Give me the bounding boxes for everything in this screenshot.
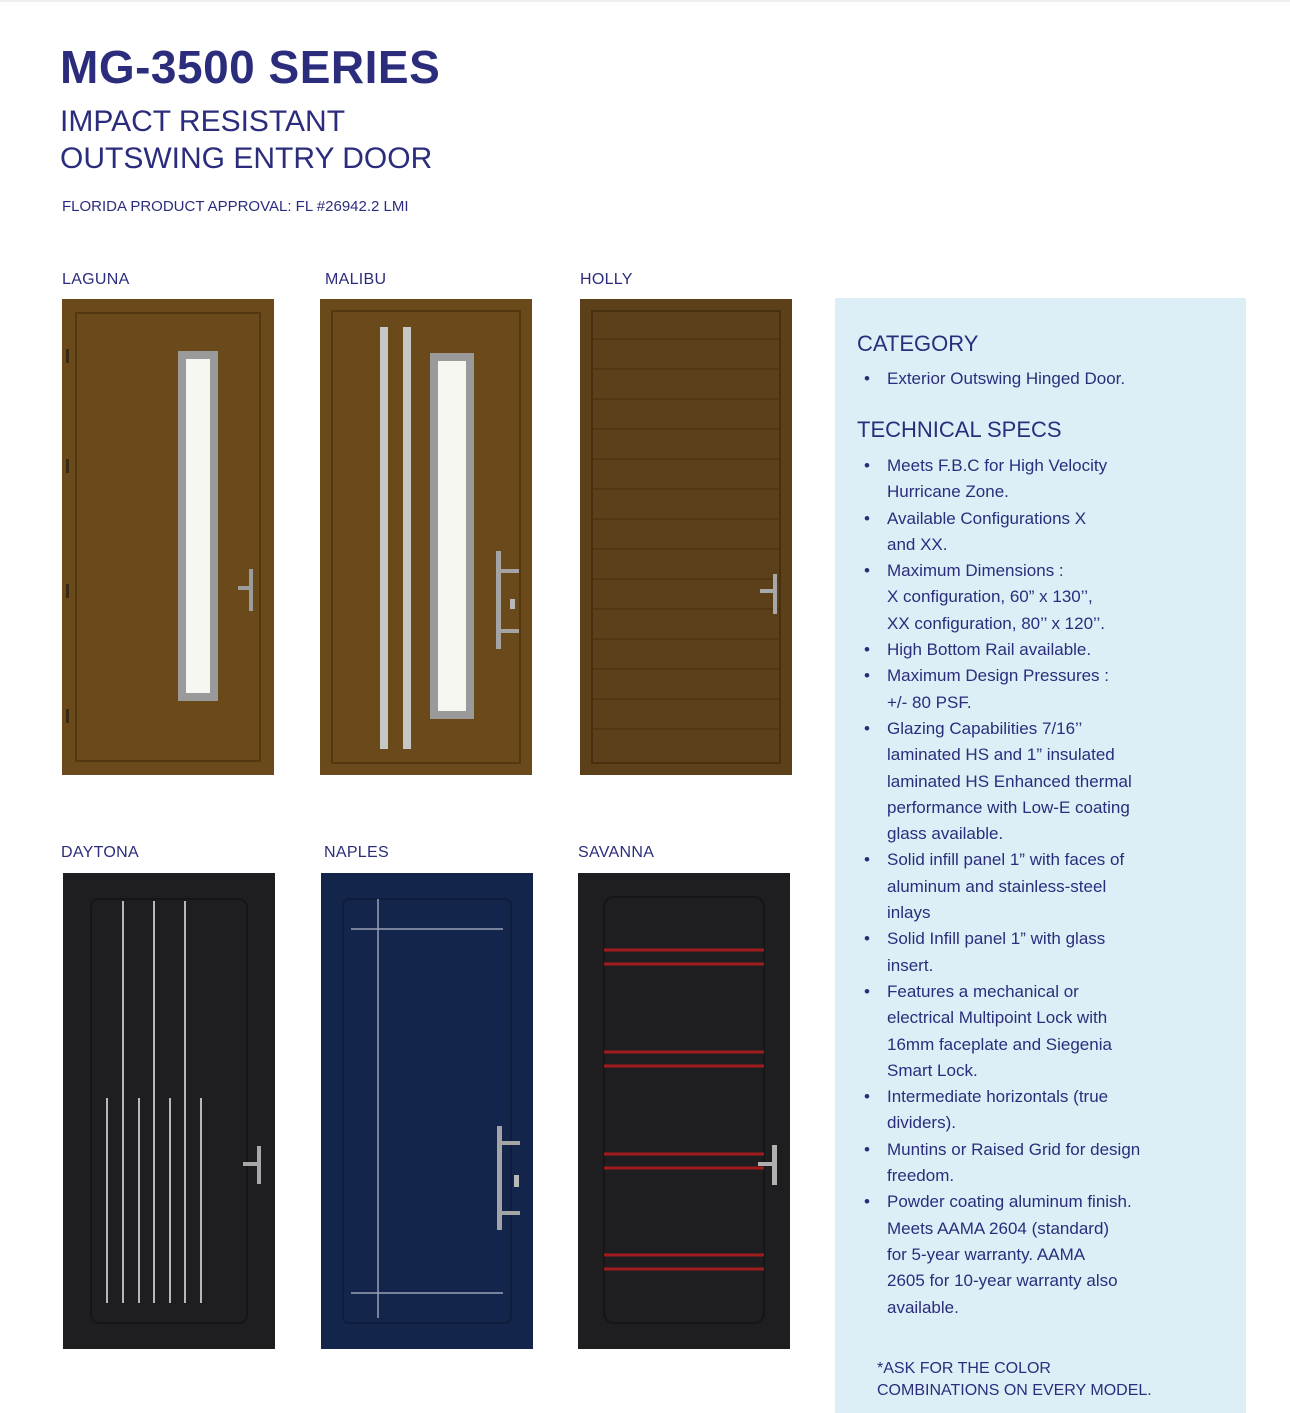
door-image-holly [580, 299, 792, 775]
technical-specs-list [857, 453, 1227, 1321]
category-list [857, 366, 1227, 392]
florida-approval: FLORIDA PRODUCT APPROVAL: FL #26942.2 LMI [62, 198, 409, 215]
door-label-daytona: DAYTONA [61, 844, 139, 861]
spec-item: • Muntins or Raised Grid for design freedom. [857, 1137, 1227, 1190]
page-title: MG-3500 SERIES [60, 41, 441, 93]
spec-item: • Available Configurations X and XX. [857, 506, 1227, 559]
spec-item: • Solid infill panel 1” with faces of aluminum and stainless-steel inlays [857, 847, 1227, 926]
door-label-naples: NAPLES [324, 844, 389, 861]
spec-item: • High Bottom Rail available. [857, 637, 1227, 663]
technical-specs-heading: TECHNICAL SPECS [857, 417, 1062, 442]
top-divider [0, 0, 1290, 2]
spec-item: • Powder coating aluminum finish. Meets AAMA 2604 (standard) for 5-year warranty. AAMA 2605 for 10-year warranty also available. [857, 1189, 1227, 1320]
page-subtitle [60, 103, 660, 177]
subtitle-line-2: OUTSWING ENTRY DOOR [60, 142, 433, 175]
spec-item: • Intermediate horizontals (true dividers). [857, 1084, 1227, 1137]
door-image-laguna [62, 299, 274, 775]
door-image-naples [321, 873, 533, 1349]
spec-item: • Features a mechanical or electrical Multipoint Lock with 16mm faceplate and Siegenia Smart Lock. [857, 979, 1227, 1084]
category-heading: CATEGORY [857, 331, 979, 356]
door-image-savanna [578, 873, 790, 1349]
door-label-malibu: MALIBU [325, 271, 387, 288]
spec-item: • Maximum Dimensions : X configuration, 60” x 130’’, XX configuration, 80’’ x 120’’. [857, 558, 1227, 637]
spec-item: • Glazing Capabilities 7/16’’ laminated HS and 1” insulated laminated HS Enhanced thermal performance with Low-E coating glass available. [857, 716, 1227, 847]
spec-item: • Solid Infill panel 1” with glass insert. [857, 926, 1227, 979]
door-image-malibu [320, 299, 532, 775]
color-footnote: *ASK FOR THE COLOR COMBINATIONS ON EVERY MODEL. [877, 1360, 1152, 1399]
door-label-holly: HOLLY [580, 271, 633, 288]
category-item: • Exterior Outswing Hinged Door. [857, 366, 1227, 392]
spec-item: • Maximum Design Pressures : +/- 80 PSF. [857, 663, 1227, 716]
door-label-laguna: LAGUNA [62, 271, 130, 288]
door-image-daytona [63, 873, 275, 1349]
specs-panel [835, 298, 1246, 1413]
door-label-savanna: SAVANNA [578, 844, 655, 861]
spec-item: • Meets F.B.C for High Velocity Hurricane Zone. [857, 453, 1227, 506]
subtitle-line-1: IMPACT RESISTANT [60, 105, 346, 138]
